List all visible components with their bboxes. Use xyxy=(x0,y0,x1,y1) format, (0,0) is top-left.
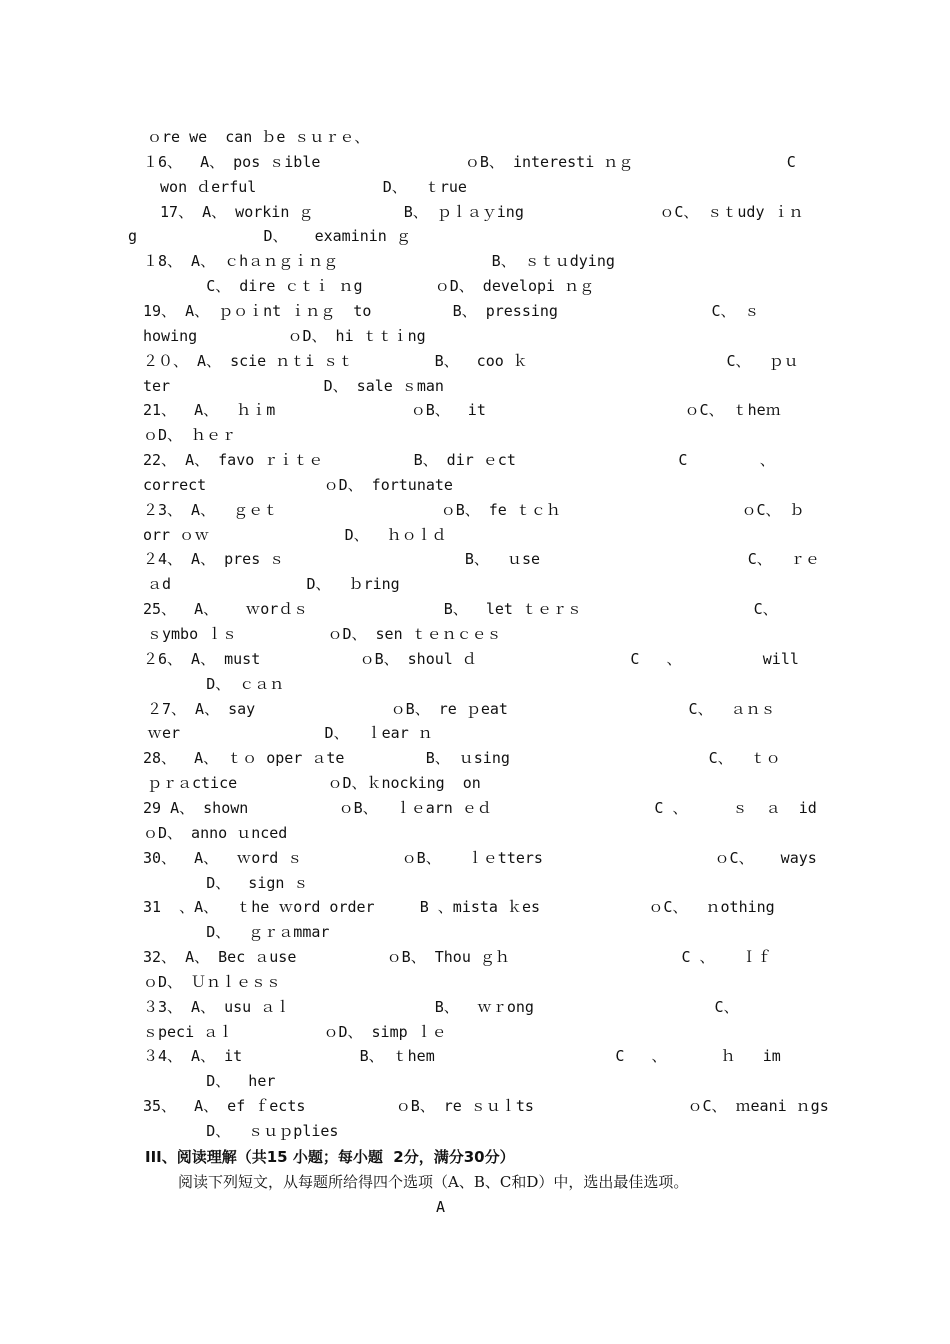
option-line: １8、 A、 ｃhａｎｇｉｎｇ B、 ｓｔｕdying xyxy=(143,252,615,270)
option-line: ter D、 sale ｓman xyxy=(143,377,444,395)
option-line: correct ｏD、 fortunate xyxy=(143,476,453,494)
option-line: ｏre we can ｂe ｓｕｒｅ、 xyxy=(147,128,370,146)
option-line: won ｄerful D、 ｔrue xyxy=(151,178,467,196)
option-line: ｏD、 anno ｕnced xyxy=(143,824,288,842)
option-line: 17、 A、 workin ｇ B、 ｐｌａｙing ｏC、 ｓｔudy ｉｎ xyxy=(151,203,804,221)
option-line: 32、 A、 Bec ａuse ｏB、 Thou ｇｈ C 、 Ｉｆ xyxy=(143,948,772,966)
option-line: ｗer D、 ｌear ｎ xyxy=(147,724,433,742)
option-line: ｓymbo ｌｓ ｏD、 sen ｔｅｎｃｅｓ xyxy=(147,625,502,643)
section-heading: III、阅读理解（共15 小题；每小题 2分，满分30分） xyxy=(145,1148,515,1166)
option-line: ２０、 A、 scie ｎｔi ｓｔ B、 coo ｋ C、 ｐｕ xyxy=(143,352,799,370)
passage-label: A xyxy=(436,1198,446,1216)
option-line: D、 ｇｒａmmar xyxy=(143,923,330,941)
option-line: ａd D、 ｂring xyxy=(147,575,400,593)
option-line: orr ｏｗ D、 ｈｏｌｄ xyxy=(143,526,447,544)
option-line: howing ｏD、 hi ｔｔｉng xyxy=(143,327,426,345)
option-line: ３4、 A、 it B、 ｔhem C 、 ｈ im xyxy=(143,1047,781,1065)
option-line: C、 dire ｃｔｉ ｎg ｏD、 developi ｎｇ xyxy=(143,277,595,295)
option-line: ｏD、 Ｕｎｌｅｓｓ xyxy=(143,973,282,991)
option-line: 31 、A、 ｔhe ｗord order B 、mista ｋes ｏC、 ｎothing xyxy=(143,898,775,916)
option-line: D、 her xyxy=(143,1072,276,1090)
option-line: 29 A、 shown ｏB、 ｌｅarn ｅｄ C 、 ｓ ａ id xyxy=(143,799,817,817)
option-line: 28、 A、 ｔｏ oper ａte B、 ｕsing C、 ｔｏ xyxy=(143,749,781,767)
option-line: ２7、 A、 say ｏB、 re ｐeat C、 ａｎｓ xyxy=(147,700,776,718)
option-line: ｐｒａctice ｏD、ｋnocking on xyxy=(147,774,481,792)
option-line: ２6、 A、 must ｏB、 shoul ｄ C 、 will xyxy=(143,650,799,668)
option-line: ２4、 A、 pres ｓ B、 ｕse C、 ｒｅ xyxy=(143,550,820,568)
option-line: 21、 A、 ｈｉm ｏB、 it ｏC、 ｔheｍ xyxy=(143,401,781,419)
option-line: D、 ｓｕｐplies xyxy=(143,1122,339,1140)
option-line: D、 sign ｓ xyxy=(143,874,309,892)
option-line: 30、 A、 ｗord ｓ ｏB、 ｌｅtters ｏC、 ways xyxy=(143,849,817,867)
option-line: 19、 A、 ｐｏｉnt ｉｎｇ to B、 pressing C、 ｓ xyxy=(143,302,760,320)
option-line: g D、 examinin ｇ xyxy=(128,227,411,245)
option-line: D、 ｃａｎ xyxy=(143,675,285,693)
option-line: １6、 A、 pos ｓible ｏB、 interesti ｎｇ C xyxy=(143,153,796,171)
option-line: 35、 A、 ef ｆects ｏB、 re ｓｕｌts ｏC、 ｍeani ｎgs xyxy=(143,1097,829,1115)
option-line: ｓpeci ａｌ ｏD、 simp ｌｅ xyxy=(143,1023,447,1041)
option-line: 25、 A、 ｗorｄｓ B、 let ｔｅｒｓ C、 xyxy=(143,600,778,618)
option-line: ２3、 A、 ｇｅｔ ｏB、 fe ｔｃｈ ｏC、 ｂ xyxy=(143,501,805,519)
option-line: 22、 A、 favo ｒｉｔｅ B、 dir ｅct C 、 xyxy=(143,451,775,469)
option-line: ｏD、 ｈｅｒ xyxy=(143,426,237,444)
instructions-text: 阅读下列短文，从每题所给得四个选项（A、B、C和D）中，选出最佳选项。 xyxy=(178,1173,689,1191)
option-line: ３3、 A、 usu ａｌ B、 ｗｒong C、 xyxy=(143,998,739,1016)
